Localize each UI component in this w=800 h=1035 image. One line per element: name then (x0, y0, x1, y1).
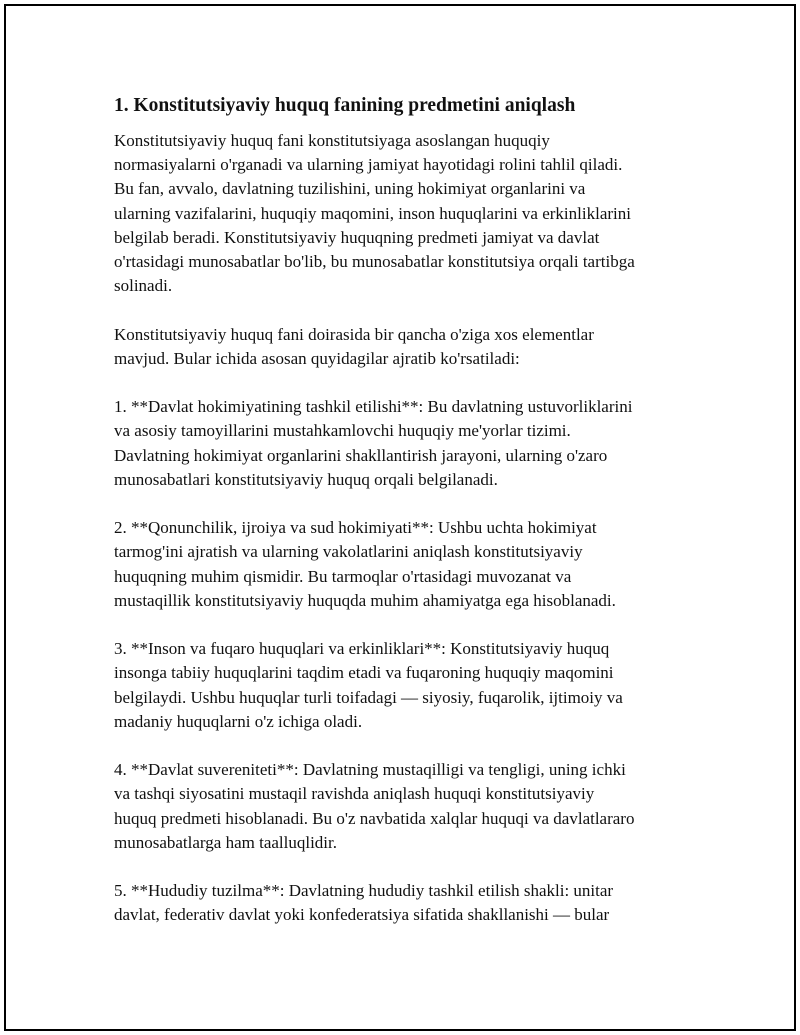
text-line: Konstitutsiyaviy huquq fani konstitutsiyaga asoslangan huquqiy (114, 131, 550, 150)
text-line: Bu fan, avvalo, davlatning tuzilishini, uning hokimiyat organlarini va (114, 179, 586, 199)
text-line: Davlatning hokimiyat organlarini shakllantirish jarayoni, ularning o'zaro (114, 445, 608, 465)
text-line: mustaqillik konstitutsiyaviy huquqda muhim ahamiyatga ega hisoblanadi. (114, 590, 616, 610)
document-body (114, 93, 694, 952)
paragraph (114, 129, 694, 298)
paragraph (114, 879, 694, 927)
text-line: 1. **Davlat hokimiyatining tashkil etilishi**: Bu davlatning ustuvorliklarini (114, 397, 633, 417)
text-line: huquqning muhim qismidir. Bu tarmoqlar o'rtasidagi muvozanat va (114, 566, 572, 586)
text-line: va tashqi siyosatini mustaqil ravishda aniqlash huquqi konstitutsiyaviy (114, 784, 595, 804)
text-line: tarmog'ini ajratish va ularning vakolatlarini aniqlash konstitutsiyaviy (114, 542, 583, 562)
text-line: insonga tabiiy huquqlarini taqdim etadi va fuqaroning huquqiy maqomini (114, 663, 614, 683)
text-line: belgilaydi. Ushbu huquqlar turli toifadagi — siyosiy, fuqarolik, ijtimoiy va (114, 687, 623, 707)
text-line: 3. **Inson va fuqaro huquqlari va erkinliklari**: Konstitutsiyaviy huquq (114, 639, 610, 659)
text-line: huquq predmeti hisoblanadi. Bu o'z navbatida xalqlar huquqi va davlatlararo (114, 808, 635, 828)
text-line: davlat, federativ davlat yoki konfederatsiya sifatida shakllanishi — bular (114, 905, 610, 925)
paragraph (114, 395, 694, 492)
text-line: solinadi. (114, 276, 173, 296)
text-line: va asosiy tamoyillarini mustahkamlovchi huquqiy me'yorlar tizimi. (114, 421, 571, 441)
paragraphs (114, 129, 694, 928)
text-line: munosabatlari konstitutsiyaviy huquq orqali belgilanadi. (114, 469, 498, 489)
text-line: normasiyalarni o'rganadi va ularning jamiyat hayotidagi rolini tahlil qiladi. (114, 155, 623, 175)
text-line: mavjud. Bular ichida asosan quyidagilar ajratib ko'rsatiladi: (114, 348, 520, 368)
paragraph (114, 323, 694, 371)
text-line: 5. **Hududiy tuzilma**: Davlatning hududiy tashkil etilish shakli: unitar (114, 881, 614, 901)
text-line: belgilab beradi. Konstitutsiyaviy huquqning predmeti jamiyat va davlat (114, 227, 600, 247)
text-line: Konstitutsiyaviy huquq fani doirasida bir qancha o'ziga xos elementlar (114, 324, 594, 344)
document-title: 1. Konstitutsiyaviy huquq fanining predmetini aniqlash (114, 95, 576, 116)
paragraph (114, 637, 694, 734)
text-line: 2. **Qonunchilik, ijroiya va sud hokimiyati**: Ushbu uchta hokimiyat (114, 518, 597, 538)
text-line: 4. **Davlat suvereniteti**: Davlatning mustaqilligi va tengligi, uning ichki (114, 760, 626, 780)
text-line: madaniy huquqlarni o'z ichiga oladi. (114, 711, 363, 731)
text-line: o'rtasidagi munosabatlar bo'lib, bu munosabatlar konstitutsiya orqali tartibga (114, 252, 635, 272)
paragraph (114, 758, 694, 855)
paragraph (114, 516, 694, 613)
text-line: ularning vazifalarini, huquqiy maqomini, inson huquqlarini va erkinliklarini (114, 203, 631, 223)
text-line: munosabatlarga ham taalluqlidir. (114, 832, 337, 852)
